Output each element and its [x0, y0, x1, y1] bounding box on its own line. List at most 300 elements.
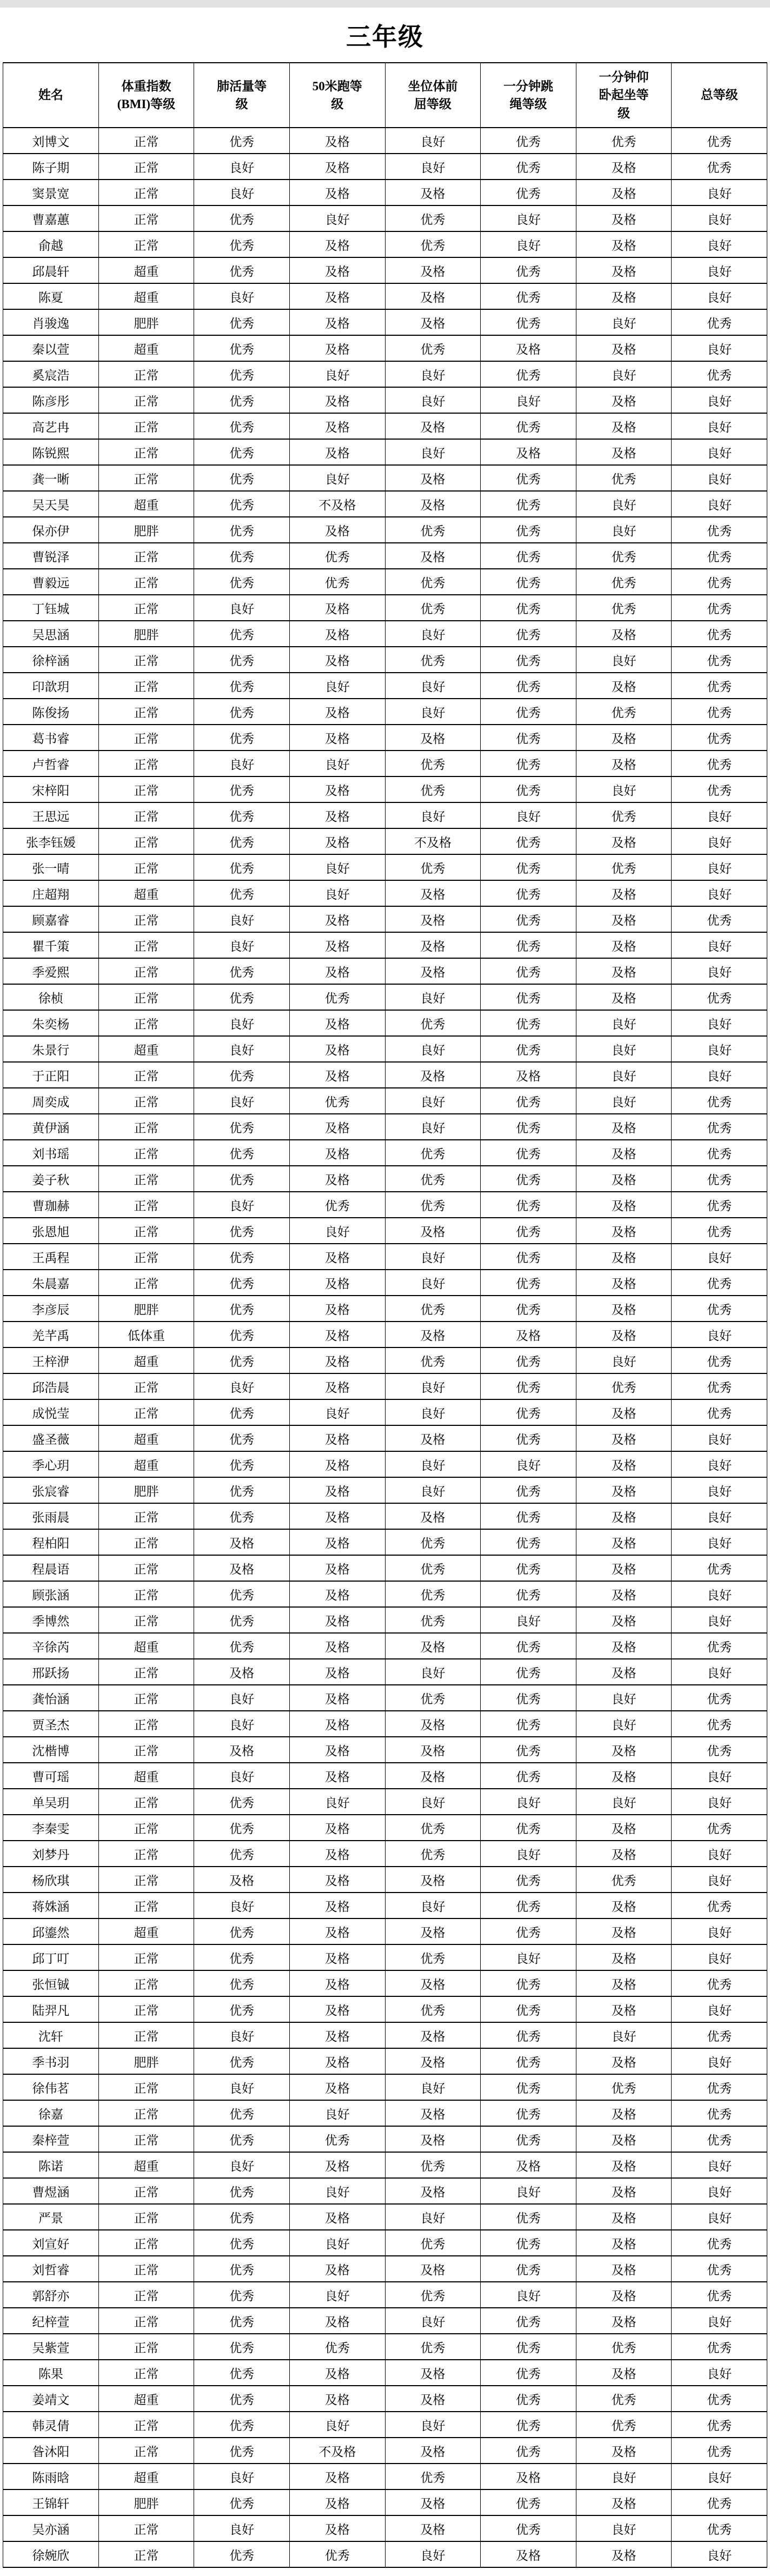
fitness-grade-table: [3, 62, 767, 2568]
rope-skipping-grade-cell: 优秀: [481, 1166, 576, 1192]
overall-grade-cell: 良好: [672, 2204, 767, 2230]
50m-run-grade-cell: 良好: [289, 880, 385, 906]
sit-ups-grade-cell: 及格: [576, 1555, 672, 1581]
bmi-grade-cell: 肥胖: [98, 2048, 194, 2074]
bmi-grade-cell: 超重: [98, 335, 194, 361]
50m-run-grade-cell: 及格: [289, 2360, 385, 2386]
lung-capacity-grade-cell: 优秀: [194, 725, 290, 751]
table-row: [3, 880, 767, 906]
sit-ups-grade-cell: 良好: [576, 361, 672, 387]
student-name-cell: 顾张涵: [3, 1581, 99, 1607]
bmi-grade-cell: 正常: [98, 1607, 194, 1633]
50m-run-grade-cell: 优秀: [289, 984, 385, 1010]
lung-capacity-grade-cell: 优秀: [194, 2412, 290, 2438]
rope-skipping-grade-cell: 优秀: [481, 1918, 576, 1944]
50m-run-grade-cell: 及格: [289, 413, 385, 439]
sit-ups-grade-cell: 优秀: [576, 569, 672, 595]
sit-ups-grade-cell: 良好: [576, 776, 672, 802]
bmi-grade-cell: 正常: [98, 1373, 194, 1399]
bmi-grade-cell: 正常: [98, 439, 194, 465]
sit-and-reach-grade-cell: 优秀: [385, 205, 481, 231]
rope-skipping-grade-cell: 优秀: [481, 1970, 576, 1996]
lung-capacity-grade-cell: 优秀: [194, 2438, 290, 2464]
sit-and-reach-grade-cell: 及格: [385, 1633, 481, 1659]
rope-skipping-grade-cell: 优秀: [481, 1867, 576, 1893]
table-row: [3, 621, 767, 647]
bmi-grade-cell: 正常: [98, 958, 194, 984]
overall-grade-cell: 优秀: [672, 361, 767, 387]
bmi-grade-cell: 正常: [98, 2412, 194, 2438]
overall-grade-cell: 优秀: [672, 1711, 767, 1737]
overall-grade-cell: 优秀: [672, 2386, 767, 2412]
lung-capacity-grade-cell: 优秀: [194, 880, 290, 906]
table-row: [3, 1737, 767, 1763]
student-name-cell: 姜靖文: [3, 2386, 99, 2412]
lung-capacity-grade-cell: 优秀: [194, 309, 290, 335]
bmi-grade-cell: 正常: [98, 1166, 194, 1192]
50m-run-grade-cell: 及格: [289, 2489, 385, 2515]
overall-grade-cell: 良好: [672, 231, 767, 257]
header-sit-ups-grade: 一分钟仰卧起坐等级: [576, 63, 672, 128]
overall-grade-cell: 优秀: [672, 2282, 767, 2308]
sit-ups-grade-cell: 及格: [576, 1893, 672, 1918]
table-row: [3, 1347, 767, 1373]
student-name-cell: 程柏阳: [3, 1529, 99, 1555]
overall-grade-cell: 优秀: [672, 1088, 767, 1114]
sit-ups-grade-cell: 良好: [576, 517, 672, 543]
sit-ups-grade-cell: 及格: [576, 1659, 672, 1685]
sit-ups-grade-cell: 良好: [576, 1347, 672, 1373]
bmi-grade-cell: 正常: [98, 2126, 194, 2152]
rope-skipping-grade-cell: 优秀: [481, 1737, 576, 1763]
sit-ups-grade-cell: 优秀: [576, 128, 672, 154]
sit-ups-grade-cell: 及格: [576, 880, 672, 906]
lung-capacity-grade-cell: 优秀: [194, 673, 290, 699]
student-name-cell: 邱鎏然: [3, 1918, 99, 1944]
bmi-grade-cell: 正常: [98, 1244, 194, 1270]
rope-skipping-grade-cell: 优秀: [481, 1996, 576, 2022]
sit-and-reach-grade-cell: 优秀: [385, 1685, 481, 1711]
bmi-grade-cell: 正常: [98, 1789, 194, 1815]
50m-run-grade-cell: 及格: [289, 1996, 385, 2022]
student-name-cell: 庄超翔: [3, 880, 99, 906]
lung-capacity-grade-cell: 优秀: [194, 1451, 290, 1477]
50m-run-grade-cell: 及格: [289, 1062, 385, 1088]
rope-skipping-grade-cell: 优秀: [481, 1399, 576, 1425]
bmi-grade-cell: 正常: [98, 413, 194, 439]
rope-skipping-grade-cell: 优秀: [481, 2489, 576, 2515]
50m-run-grade-cell: 及格: [289, 2308, 385, 2334]
rope-skipping-grade-cell: 良好: [481, 1451, 576, 1477]
overall-grade-cell: 优秀: [672, 2256, 767, 2282]
table-row: [3, 491, 767, 517]
50m-run-grade-cell: 良好: [289, 673, 385, 699]
bmi-grade-cell: 超重: [98, 1036, 194, 1062]
overall-grade-cell: 优秀: [672, 569, 767, 595]
bmi-grade-cell: 正常: [98, 361, 194, 387]
student-name-cell: 顾嘉睿: [3, 906, 99, 932]
overall-grade-cell: 良好: [672, 2152, 767, 2178]
bmi-grade-cell: 正常: [98, 828, 194, 854]
student-name-cell: 邢跃扬: [3, 1659, 99, 1685]
sit-and-reach-grade-cell: 及格: [385, 2515, 481, 2541]
rope-skipping-grade-cell: 优秀: [481, 1192, 576, 1218]
50m-run-grade-cell: 及格: [289, 1918, 385, 1944]
bmi-grade-cell: 正常: [98, 647, 194, 673]
bmi-grade-cell: 正常: [98, 569, 194, 595]
sit-ups-grade-cell: 及格: [576, 1166, 672, 1192]
rope-skipping-grade-cell: 优秀: [481, 2360, 576, 2386]
table-row: [3, 309, 767, 335]
50m-run-grade-cell: 优秀: [289, 2541, 385, 2567]
bmi-grade-cell: 正常: [98, 699, 194, 725]
rope-skipping-grade-cell: 优秀: [481, 2334, 576, 2360]
lung-capacity-grade-cell: 优秀: [194, 1399, 290, 1425]
overall-grade-cell: 良好: [672, 2464, 767, 2489]
student-name-cell: 吴天昊: [3, 491, 99, 517]
student-name-cell: 单吴玥: [3, 1789, 99, 1815]
table-row: [3, 1062, 767, 1088]
rope-skipping-grade-cell: 优秀: [481, 128, 576, 154]
sit-and-reach-grade-cell: 及格: [385, 543, 481, 569]
lung-capacity-grade-cell: 良好: [194, 906, 290, 932]
table-row: [3, 2515, 767, 2541]
lung-capacity-grade-cell: 优秀: [194, 1607, 290, 1633]
overall-grade-cell: 良好: [672, 1789, 767, 1815]
bmi-grade-cell: 正常: [98, 387, 194, 413]
overall-grade-cell: 良好: [672, 465, 767, 491]
sit-ups-grade-cell: 及格: [576, 1737, 672, 1763]
sit-and-reach-grade-cell: 及格: [385, 1763, 481, 1789]
student-name-cell: 昝沐阳: [3, 2438, 99, 2464]
overall-grade-cell: 良好: [672, 1944, 767, 1970]
sit-and-reach-grade-cell: 良好: [385, 984, 481, 1010]
sit-ups-grade-cell: 良好: [576, 1789, 672, 1815]
sit-ups-grade-cell: 及格: [576, 1477, 672, 1503]
student-name-cell: 于正阳: [3, 1062, 99, 1088]
table-row: [3, 595, 767, 621]
overall-grade-cell: 优秀: [672, 1815, 767, 1841]
overall-grade-cell: 优秀: [672, 2100, 767, 2126]
sit-ups-grade-cell: 及格: [576, 2230, 672, 2256]
rope-skipping-grade-cell: 优秀: [481, 1373, 576, 1399]
student-name-cell: 俞越: [3, 231, 99, 257]
rope-skipping-grade-cell: 优秀: [481, 1633, 576, 1659]
overall-grade-cell: 良好: [672, 1425, 767, 1451]
table-row: [3, 1685, 767, 1711]
sit-and-reach-grade-cell: 良好: [385, 1270, 481, 1296]
sit-and-reach-grade-cell: 良好: [385, 1659, 481, 1685]
student-name-cell: 肖骏逸: [3, 309, 99, 335]
sit-and-reach-grade-cell: 及格: [385, 2360, 481, 2386]
table-row: [3, 1010, 767, 1036]
sit-and-reach-grade-cell: 及格: [385, 1970, 481, 1996]
rope-skipping-grade-cell: 优秀: [481, 1010, 576, 1036]
sit-and-reach-grade-cell: 良好: [385, 2541, 481, 2567]
overall-grade-cell: 良好: [672, 439, 767, 465]
sit-ups-grade-cell: 优秀: [576, 465, 672, 491]
overall-grade-cell: 优秀: [672, 1555, 767, 1581]
table-row: [3, 1088, 767, 1114]
student-name-cell: 吴亦涵: [3, 2515, 99, 2541]
lung-capacity-grade-cell: 优秀: [194, 2489, 290, 2515]
lung-capacity-grade-cell: 优秀: [194, 1918, 290, 1944]
bmi-grade-cell: 正常: [98, 205, 194, 231]
lung-capacity-grade-cell: 良好: [194, 154, 290, 180]
bmi-grade-cell: 低体重: [98, 1322, 194, 1347]
overall-grade-cell: 良好: [672, 1010, 767, 1036]
sit-and-reach-grade-cell: 优秀: [385, 2334, 481, 2360]
table-row: [3, 776, 767, 802]
overall-grade-cell: 良好: [672, 1607, 767, 1633]
overall-grade-cell: 优秀: [672, 751, 767, 776]
student-name-cell: 张李钰媛: [3, 828, 99, 854]
overall-grade-cell: 优秀: [672, 2412, 767, 2438]
50m-run-grade-cell: 及格: [289, 283, 385, 309]
student-name-cell: 陈彦彤: [3, 387, 99, 413]
50m-run-grade-cell: 及格: [289, 802, 385, 828]
rope-skipping-grade-cell: 优秀: [481, 257, 576, 283]
sit-ups-grade-cell: 及格: [576, 1503, 672, 1529]
overall-grade-cell: 良好: [672, 1918, 767, 1944]
overall-grade-cell: 优秀: [672, 2334, 767, 2360]
sit-and-reach-grade-cell: 优秀: [385, 1996, 481, 2022]
sit-ups-grade-cell: 及格: [576, 387, 672, 413]
student-name-cell: 曹锐泽: [3, 543, 99, 569]
sit-and-reach-grade-cell: 良好: [385, 673, 481, 699]
lung-capacity-grade-cell: 良好: [194, 1893, 290, 1918]
sit-ups-grade-cell: 及格: [576, 413, 672, 439]
table-row: [3, 958, 767, 984]
table-row: [3, 283, 767, 309]
table-row: [3, 2022, 767, 2048]
table-row: [3, 1944, 767, 1970]
overall-grade-cell: 优秀: [672, 517, 767, 543]
bmi-grade-cell: 正常: [98, 1841, 194, 1867]
sit-and-reach-grade-cell: 良好: [385, 2074, 481, 2100]
table-row: [3, 2464, 767, 2489]
lung-capacity-grade-cell: 优秀: [194, 2230, 290, 2256]
sit-ups-grade-cell: 优秀: [576, 854, 672, 880]
table-row: [3, 984, 767, 1010]
50m-run-grade-cell: 及格: [289, 1737, 385, 1763]
sit-ups-grade-cell: 及格: [576, 2152, 672, 2178]
lung-capacity-grade-cell: 良好: [194, 1763, 290, 1789]
table-row: [3, 1711, 767, 1737]
50m-run-grade-cell: 及格: [289, 1893, 385, 1918]
rope-skipping-grade-cell: 良好: [481, 1841, 576, 1867]
50m-run-grade-cell: 及格: [289, 128, 385, 154]
table-row: [3, 2204, 767, 2230]
sit-and-reach-grade-cell: 优秀: [385, 1192, 481, 1218]
sit-and-reach-grade-cell: 优秀: [385, 1944, 481, 1970]
50m-run-grade-cell: 及格: [289, 2204, 385, 2230]
table-row: [3, 673, 767, 699]
overall-grade-cell: 良好: [672, 854, 767, 880]
sit-ups-grade-cell: 良好: [576, 1088, 672, 1114]
table-row: [3, 2048, 767, 2074]
bmi-grade-cell: 正常: [98, 2022, 194, 2048]
bmi-grade-cell: 正常: [98, 1399, 194, 1425]
sit-ups-grade-cell: 及格: [576, 154, 672, 180]
rope-skipping-grade-cell: 优秀: [481, 1763, 576, 1789]
50m-run-grade-cell: 及格: [289, 1944, 385, 1970]
table-row: [3, 2360, 767, 2386]
student-name-cell: 刘宣好: [3, 2230, 99, 2256]
lung-capacity-grade-cell: 优秀: [194, 776, 290, 802]
sit-ups-grade-cell: 及格: [576, 1996, 672, 2022]
overall-grade-cell: 良好: [672, 2541, 767, 2567]
bmi-grade-cell: 正常: [98, 595, 194, 621]
student-name-cell: 陈子期: [3, 154, 99, 180]
bmi-grade-cell: 正常: [98, 1815, 194, 1841]
bmi-grade-cell: 正常: [98, 751, 194, 776]
lung-capacity-grade-cell: 优秀: [194, 1244, 290, 1270]
lung-capacity-grade-cell: 及格: [194, 1737, 290, 1763]
sit-and-reach-grade-cell: 良好: [385, 2308, 481, 2334]
lung-capacity-grade-cell: 优秀: [194, 1633, 290, 1659]
overall-grade-cell: 优秀: [672, 2489, 767, 2515]
sit-ups-grade-cell: 及格: [576, 2048, 672, 2074]
lung-capacity-grade-cell: 良好: [194, 595, 290, 621]
lung-capacity-grade-cell: 优秀: [194, 854, 290, 880]
bmi-grade-cell: 正常: [98, 2074, 194, 2100]
sit-ups-grade-cell: 优秀: [576, 1373, 672, 1399]
sit-ups-grade-cell: 及格: [576, 231, 672, 257]
rope-skipping-grade-cell: 优秀: [481, 906, 576, 932]
sit-and-reach-grade-cell: 优秀: [385, 569, 481, 595]
50m-run-grade-cell: 良好: [289, 751, 385, 776]
lung-capacity-grade-cell: 良好: [194, 2074, 290, 2100]
sit-ups-grade-cell: 良好: [576, 1010, 672, 1036]
lung-capacity-grade-cell: 优秀: [194, 1815, 290, 1841]
student-name-cell: 朱奕杨: [3, 1010, 99, 1036]
rope-skipping-grade-cell: 优秀: [481, 1893, 576, 1918]
overall-grade-cell: 优秀: [672, 1166, 767, 1192]
rope-skipping-grade-cell: 优秀: [481, 361, 576, 387]
50m-run-grade-cell: 优秀: [289, 543, 385, 569]
table-row: [3, 257, 767, 283]
sit-and-reach-grade-cell: 良好: [385, 1451, 481, 1477]
bmi-grade-cell: 正常: [98, 1062, 194, 1088]
table-row: [3, 1763, 767, 1789]
bmi-grade-cell: 肥胖: [98, 1296, 194, 1322]
sit-ups-grade-cell: 及格: [576, 257, 672, 283]
sit-ups-grade-cell: 优秀: [576, 2074, 672, 2100]
table-row: [3, 751, 767, 776]
sit-ups-grade-cell: 及格: [576, 1114, 672, 1140]
50m-run-grade-cell: 优秀: [289, 1192, 385, 1218]
sit-ups-grade-cell: 及格: [576, 1296, 672, 1322]
sit-and-reach-grade-cell: 及格: [385, 1503, 481, 1529]
rope-skipping-grade-cell: 良好: [481, 1789, 576, 1815]
student-name-cell: 盛圣薇: [3, 1425, 99, 1451]
table-row: [3, 465, 767, 491]
sit-and-reach-grade-cell: 及格: [385, 932, 481, 958]
sit-and-reach-grade-cell: 及格: [385, 725, 481, 751]
overall-grade-cell: 良好: [672, 283, 767, 309]
lung-capacity-grade-cell: 良好: [194, 283, 290, 309]
bmi-grade-cell: 正常: [98, 1503, 194, 1529]
bmi-grade-cell: 正常: [98, 180, 194, 205]
overall-grade-cell: 优秀: [672, 1296, 767, 1322]
bmi-grade-cell: 正常: [98, 2178, 194, 2204]
table-row: [3, 1789, 767, 1815]
lung-capacity-grade-cell: 良好: [194, 2515, 290, 2541]
bmi-grade-cell: 正常: [98, 1140, 194, 1166]
sit-ups-grade-cell: 及格: [576, 984, 672, 1010]
50m-run-grade-cell: 不及格: [289, 2438, 385, 2464]
sit-ups-grade-cell: 及格: [576, 1581, 672, 1607]
student-name-cell: 陈诺: [3, 2152, 99, 2178]
rope-skipping-grade-cell: 优秀: [481, 699, 576, 725]
table-row: [3, 1477, 767, 1503]
overall-grade-cell: 优秀: [672, 906, 767, 932]
table-row: [3, 335, 767, 361]
rope-skipping-grade-cell: 良好: [481, 2178, 576, 2204]
sit-ups-grade-cell: 及格: [576, 2178, 672, 2204]
student-name-cell: 陈雨晗: [3, 2464, 99, 2489]
lung-capacity-grade-cell: 优秀: [194, 1218, 290, 1244]
top-margin-strip: [0, 0, 770, 8]
table-row: [3, 413, 767, 439]
bmi-grade-cell: 超重: [98, 880, 194, 906]
sit-and-reach-grade-cell: 及格: [385, 1322, 481, 1347]
bmi-grade-cell: 正常: [98, 802, 194, 828]
sit-and-reach-grade-cell: 及格: [385, 2438, 481, 2464]
sit-and-reach-grade-cell: 及格: [385, 465, 481, 491]
bmi-grade-cell: 超重: [98, 1918, 194, 1944]
rope-skipping-grade-cell: 优秀: [481, 880, 576, 906]
sit-and-reach-grade-cell: 优秀: [385, 2464, 481, 2489]
bmi-grade-cell: 正常: [98, 1555, 194, 1581]
rope-skipping-grade-cell: 优秀: [481, 2022, 576, 2048]
table-row: [3, 647, 767, 673]
lung-capacity-grade-cell: 优秀: [194, 335, 290, 361]
sit-and-reach-grade-cell: 及格: [385, 1867, 481, 1893]
rope-skipping-grade-cell: 优秀: [481, 1685, 576, 1711]
rope-skipping-grade-cell: 优秀: [481, 984, 576, 1010]
student-name-cell: 郭舒亦: [3, 2282, 99, 2308]
50m-run-grade-cell: 及格: [289, 1841, 385, 1867]
overall-grade-cell: 良好: [672, 335, 767, 361]
student-name-cell: 刘书瑶: [3, 1140, 99, 1166]
50m-run-grade-cell: 良好: [289, 1218, 385, 1244]
overall-grade-cell: 良好: [672, 1503, 767, 1529]
rope-skipping-grade-cell: 优秀: [481, 2204, 576, 2230]
student-name-cell: 邱丁叮: [3, 1944, 99, 1970]
bmi-grade-cell: 正常: [98, 154, 194, 180]
50m-run-grade-cell: 及格: [289, 387, 385, 413]
student-name-cell: 王禹程: [3, 1244, 99, 1270]
sit-ups-grade-cell: 及格: [576, 205, 672, 231]
50m-run-grade-cell: 及格: [289, 1296, 385, 1322]
lung-capacity-grade-cell: 良好: [194, 2464, 290, 2489]
lung-capacity-grade-cell: 优秀: [194, 1581, 290, 1607]
rope-skipping-grade-cell: 及格: [481, 1062, 576, 1088]
sit-ups-grade-cell: 及格: [576, 439, 672, 465]
sit-and-reach-grade-cell: 及格: [385, 880, 481, 906]
bmi-grade-cell: 正常: [98, 2515, 194, 2541]
sit-ups-grade-cell: 及格: [576, 1244, 672, 1270]
rope-skipping-grade-cell: 优秀: [481, 673, 576, 699]
rope-skipping-grade-cell: 优秀: [481, 1581, 576, 1607]
lung-capacity-grade-cell: 优秀: [194, 1140, 290, 1166]
rope-skipping-grade-cell: 优秀: [481, 1477, 576, 1503]
rope-skipping-grade-cell: 优秀: [481, 180, 576, 205]
sit-and-reach-grade-cell: 优秀: [385, 1815, 481, 1841]
table-row: [3, 2152, 767, 2178]
